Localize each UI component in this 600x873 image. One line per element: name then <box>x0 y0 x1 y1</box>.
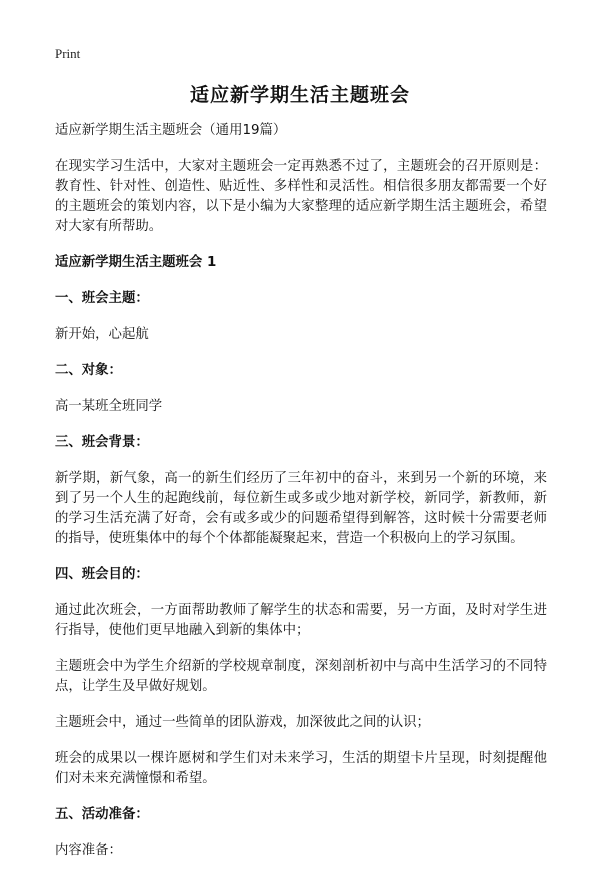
purpose-paragraph-1: 通过此次班会，一方面帮助教师了解学生的状态和需要，另一方面，及时对学生进行指导，使他们更早地融入到新的集体中； <box>55 603 547 638</box>
background-text: 新学期，新气象，高一的新生们经历了三年初中的奋斗，来到另一个新的环境，来到了另一个人生的起跑线前，每位新生或多或少地对新学校，新同学，新教师，新的学习生活充满了好奇，会有或多或少的问题希望得到解答，这时候十分需要老师的指导，使班集体中的每个个体都能凝聚起来，营造一个积极向上的学习氛围。 <box>55 471 547 546</box>
heading-purpose: 四、班会目的： <box>55 567 149 582</box>
target-text: 高一某班全班同学 <box>55 399 163 414</box>
section-heading: 适应新学期生活主题班会 1 <box>55 255 217 270</box>
purpose-paragraph-3: 主题班会中，通过一些简单的团队游戏，加深彼此之间的认识； <box>55 715 430 730</box>
heading-background: 三、班会背景： <box>55 435 149 450</box>
intro-paragraph: 在现实学习生活中，大家对主题班会一定再熟悉不过了，主题班会的召开原则是：教育性、针对性、创造性、贴近性、多样性和灵活性。相信很多朋友都需要一个好的主题班会的策划内容，以下是小编为大家整理的适应新学期生活主题班会，希望对大家有所帮助。 <box>55 159 547 234</box>
document-subtitle: 适应新学期生活主题班会（通用19篇） <box>55 123 287 138</box>
print-link[interactable]: Print <box>55 46 81 61</box>
page-title: 适应新学期生活主题班会 <box>189 84 410 106</box>
theme-text: 新开始，心起航 <box>55 327 149 342</box>
heading-theme: 一、班会主题： <box>55 291 149 306</box>
purpose-paragraph-2: 主题班会中为学生介绍新的学校规章制度，深刻剖析初中与高中生活学习的不同特点，让学生及早做好规划。 <box>55 659 547 694</box>
document-body <box>55 121 547 873</box>
preparation-content-label: 内容准备： <box>55 843 122 858</box>
purpose-paragraph-4: 班会的成果以一棵许愿树和学生们对未来学习，生活的期望卡片呈现，时刻提醒他们对未来充满憧憬和希望。 <box>55 751 547 786</box>
heading-target: 二、对象： <box>55 363 122 378</box>
heading-preparation: 五、活动准备： <box>55 807 149 822</box>
